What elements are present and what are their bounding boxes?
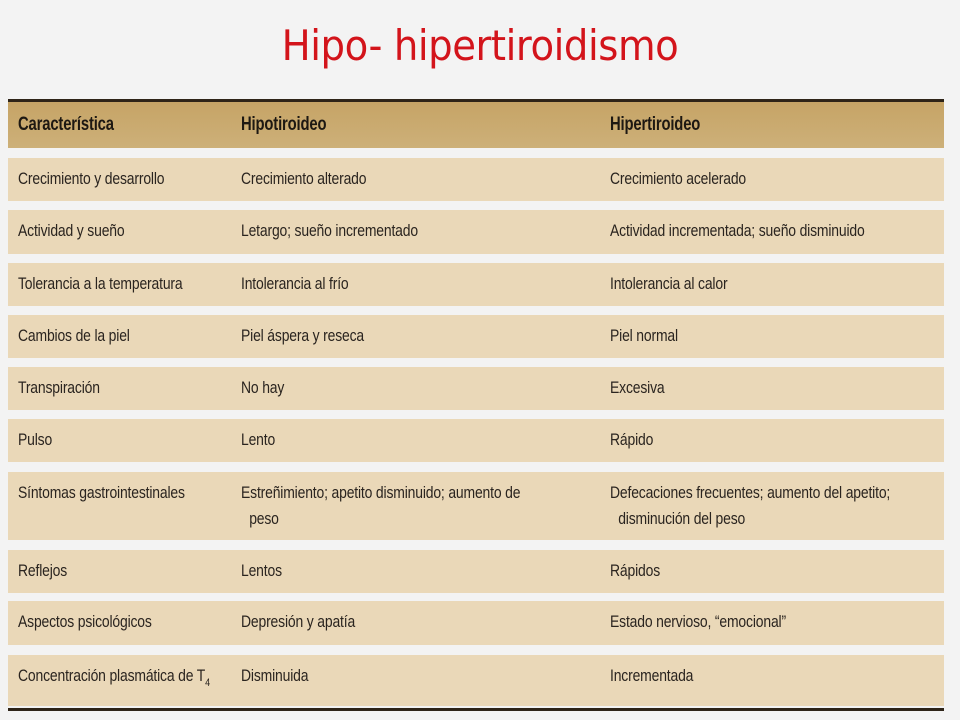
subscript-4: 4 <box>205 677 211 689</box>
cell-hipo: Lentos <box>241 561 282 580</box>
cell-hiper: Rápidos <box>610 561 661 580</box>
cell-hipo: Letargo; sueño incrementado <box>241 221 418 240</box>
header-hipotiroideo: Hipotiroideo <box>241 114 327 135</box>
table-row <box>8 158 944 201</box>
cell-caracteristica: Tolerancia a la temperatura <box>18 274 183 293</box>
table-row <box>8 210 944 254</box>
table-row <box>8 263 944 306</box>
header-hipertiroideo: Hipertiroideo <box>610 114 701 135</box>
header-caracteristica: Característica <box>18 114 114 135</box>
cell-hiper-line1: Defecaciones frecuentes; aumento del apetito; <box>610 483 891 502</box>
cell-caracteristica: Crecimiento y desarrollo <box>18 169 165 188</box>
table-header <box>8 102 944 148</box>
cell-hiper: Rápido <box>610 430 654 449</box>
table-row <box>8 367 944 410</box>
page-title: Hipo- hipertiroidismo <box>281 21 679 70</box>
cell-hiper: Estado nervioso, “emocional” <box>610 612 786 631</box>
table-row <box>8 419 944 462</box>
cell-hipo: Intolerancia al frío <box>241 274 349 293</box>
cell-hipo <box>241 480 520 532</box>
cell-hipo-line1: Estreñimiento; apetito disminuido; aumento de <box>241 483 521 502</box>
cell-caracteristica: Pulso <box>18 430 53 449</box>
cell-hipo-line2: peso <box>249 509 279 528</box>
cell-hipo: No hay <box>241 378 285 397</box>
cell-caracteristica: Actividad y sueño <box>18 221 125 240</box>
cell-hiper: Actividad incrementada; sueño disminuido <box>610 221 865 240</box>
cell-caracteristica: Cambios de la piel <box>18 326 130 345</box>
cell-caracteristica: Aspectos psicológicos <box>18 612 152 631</box>
cell-hipo: Disminuida <box>241 666 309 685</box>
cell-hiper: Excesiva <box>610 378 665 397</box>
table-row <box>8 550 944 593</box>
comparison-table <box>8 99 944 689</box>
cell-hipo: Lento <box>241 430 276 449</box>
cell-hiper: Incrementada <box>610 666 694 685</box>
cell-hiper: Intolerancia al calor <box>610 274 728 293</box>
cell-hiper-line2: disminución del peso <box>618 509 746 528</box>
cell-caracteristica: Transpiración <box>18 378 100 397</box>
cell-hipo: Piel áspera y reseca <box>241 326 365 345</box>
table-row <box>8 472 944 540</box>
cell-caracteristica-text: Concentración plasmática de T <box>18 666 206 685</box>
table-row <box>8 601 944 645</box>
cell-caracteristica <box>18 663 210 696</box>
cell-hipo: Crecimiento alterado <box>241 169 367 188</box>
cell-caracteristica: Reflejos <box>18 561 68 580</box>
table-bottom-rule <box>8 708 944 711</box>
table-row <box>8 655 944 706</box>
cell-hiper: Crecimiento acelerado <box>610 169 747 188</box>
cell-hipo: Depresión y apatía <box>241 612 356 631</box>
cell-caracteristica: Síntomas gastrointestinales <box>18 483 185 502</box>
cell-hiper: Piel normal <box>610 326 678 345</box>
table-row <box>8 315 944 358</box>
cell-hiper <box>610 480 890 532</box>
